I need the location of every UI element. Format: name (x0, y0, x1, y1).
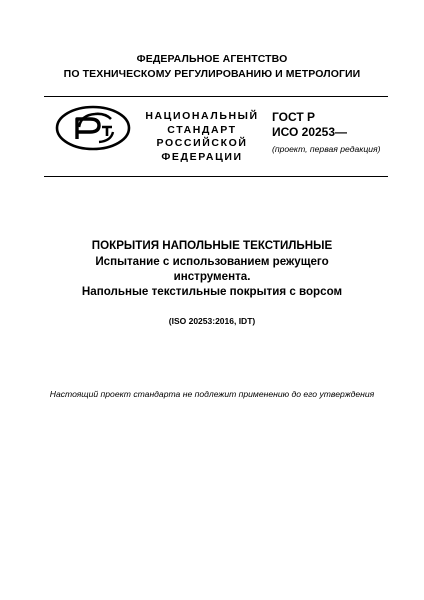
agency-line-2: ПО ТЕХНИЧЕСКОМУ РЕГУЛИРОВАНИЮ И МЕТРОЛОГИИ (63, 68, 361, 80)
subtitle-line-1: Испытание с использованием режущего (95, 255, 329, 268)
national-line-2: СТАНДАРТ (167, 123, 237, 136)
top-divider (44, 96, 388, 97)
gost-line-2: ИСО 20253— (272, 125, 348, 139)
national-line-4: ФЕДЕРАЦИИ (161, 150, 243, 163)
bottom-divider (44, 176, 388, 177)
national-line-1: НАЦИОНАЛЬНЫЙ (145, 110, 259, 122)
iso-reference: (ISO 20253:2016, IDT) (168, 316, 256, 326)
gost-line-1: ГОСТ Р (272, 110, 316, 124)
national-standard-label (142, 110, 262, 164)
main-title: ПОКРЫТИЯ НАПОЛЬНЫЕ ТЕКСТИЛЬНЫЕ (91, 239, 333, 252)
subtitle-line-3: Напольные текстильные покрытия с ворсом (81, 285, 343, 298)
agency-line-1: ФЕДЕРАЛЬНОЕ АГЕНТСТВО (136, 53, 288, 65)
subtitle (0, 254, 424, 299)
standard-designation (272, 110, 402, 140)
draft-notice: Настоящий проект стандарта не подлежит применению до его утверждения (49, 389, 375, 399)
national-line-3: РОССИЙСКОЙ (156, 137, 248, 149)
agency-header (0, 52, 424, 82)
gost-r-certification-logo-icon (55, 105, 131, 151)
document-title-block (0, 238, 424, 299)
subtitle-line-2: инструмента. (173, 270, 251, 283)
draft-note: (проект, первая редакция) (272, 144, 381, 154)
